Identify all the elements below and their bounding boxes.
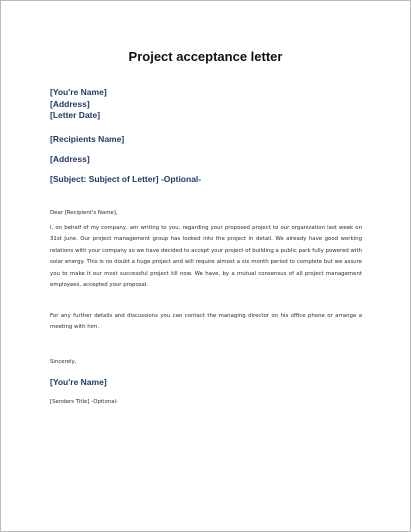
signature-name: [You're Name] — [50, 377, 107, 387]
salutation: Dear [Recipient's Name], — [50, 210, 118, 216]
body-paragraph-2: For any further details and discussions you can contact the managing director on his office phone or arrange a meeting with him. — [50, 313, 362, 331]
recipient-address: [Address] — [50, 154, 90, 164]
body-paragraph-1: I, on behalf of my company, am writing to you, regarding your proposed project to our organization last week on 31st June. Our project management group has looked into the project in detail. We already have good working relations with your company so we have decided to accept your project of building a public park fully powered with solar energy. This is no doubt a huge project and will require almost a six month period to complete but we assure you to make it our most successful project till now. We have, by a mutual consensus of all project management employees, accepted your proposal. — [50, 225, 362, 289]
letter-title: Project acceptance letter — [128, 49, 283, 64]
sender-block — [50, 87, 107, 122]
sender-address: [Address] — [50, 98, 90, 109]
closing: Sincerely, — [50, 359, 77, 365]
sender-name: [You're Name] — [50, 87, 107, 97]
signature-title: [Senders Title] -Optional- — [50, 399, 118, 405]
recipient-name: [Recipients Name] — [50, 134, 125, 144]
subject-line: [Subject: Subject of Letter] -Optional- — [50, 174, 202, 184]
letter-date: [Letter Date] — [50, 110, 101, 120]
